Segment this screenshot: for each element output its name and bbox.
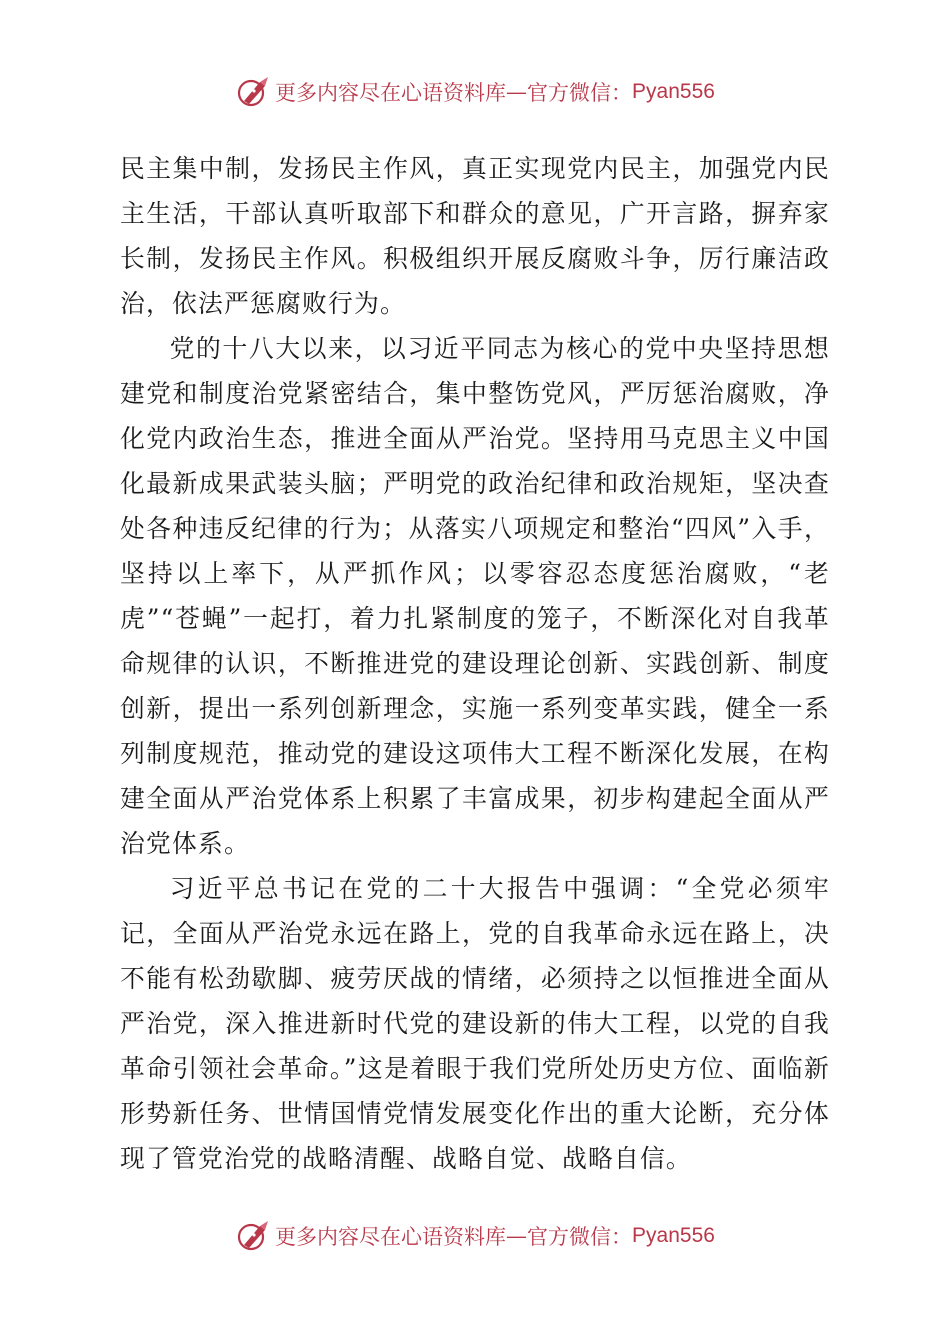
footer-wechat-label: 官方微信：	[527, 1225, 633, 1249]
paragraph-2: 党的十八大以来，以习近平同志为核心的党中央坚持思想建党和制度治党紧密结合，集中整饬党风，严厉惩治腐败，净化党内政治生态，推进全面从严治党。坚持用马克思主义中国化最新成果武装头脑；严明党的政治纪律和政治规矩，坚决查处各种违反纪律的行为；从落实八项规定和整治“四风”入手，坚持以上率下，从严抓作风；以零容忍态度惩治腐败，“老虎”“苍蝇”一起打，着力扎紧制度的笼子，不断深化对自我革命规律的认识，不断推进党的建设理论创新、实践创新、制度创新，提出一系列创新理念，实施一系列变革实践，健全一系列制度规范，推动党的建设这项伟大工程不断深化发展，在构建全面从严治党体系上积累了丰富成果，初步构建起全面从严治党体系。	[120, 334, 830, 858]
paragraph-1: 民主集中制，发扬民主作风，真正实现党内民主，加强党内民主生活，干部认真听取部下和群众的意见，广开言路，摒弃家长制，发扬民主作风。积极组织开展反腐败斗争，厉行廉洁政治，依法严惩腐败行为。	[120, 154, 830, 318]
document-body	[120, 146, 830, 1181]
footer-banner-title: 更多内容尽在心语资料库	[275, 1225, 507, 1249]
pen-nib-logo-icon	[235, 1218, 271, 1254]
header-banner	[0, 70, 950, 114]
footer-wechat-id: Pyan556	[632, 1224, 715, 1247]
banner-title: 更多内容尽在心语资料库	[275, 81, 507, 105]
footer-banner-dash: —	[506, 1224, 528, 1248]
wechat-id: Pyan556	[632, 80, 715, 103]
banner-dash: —	[506, 80, 528, 104]
footer-banner	[0, 1214, 950, 1258]
paragraph-3: 习近平总书记在党的二十大报告中强调：“全党必须牢记，全面从严治党永远在路上，党的自我革命永远在路上，决不能有松劲歇脚、疲劳厌战的情绪，必须持之以恒推进全面从严治党，深入推进新时代党的建设新的伟大工程，以党的自我革命引领社会革命。”这是着眼于我们党所处历史方位、面临新形势新任务、世情国情党情发展变化作出的重大论断，充分体现了管党治党的战略清醒、战略自觉、战略自信。	[120, 874, 830, 1173]
pen-nib-logo-icon	[235, 74, 271, 110]
wechat-label: 官方微信：	[527, 81, 633, 105]
